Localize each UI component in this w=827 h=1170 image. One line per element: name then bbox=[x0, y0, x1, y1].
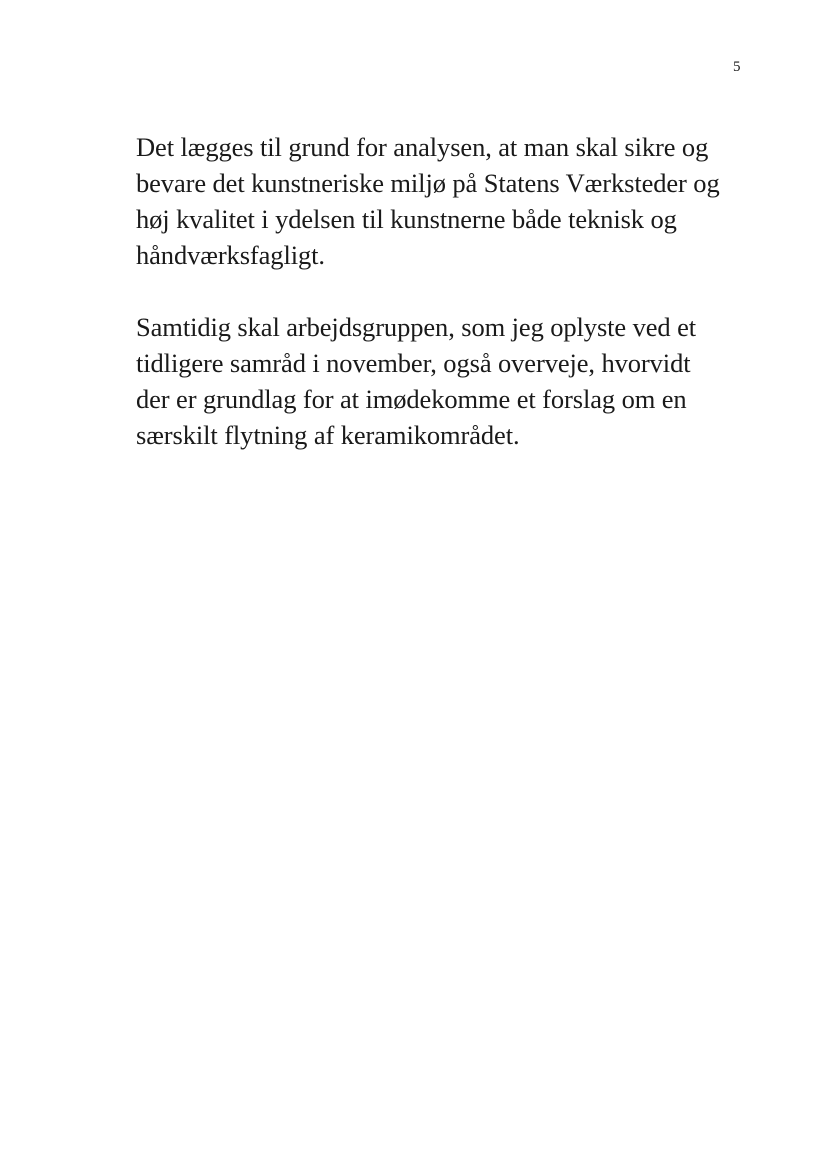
body-text bbox=[136, 129, 736, 453]
paragraph-working-group bbox=[136, 309, 736, 453]
text-line: Det lægges til grund for analysen, at man skal sikre og bbox=[136, 132, 709, 162]
text-line: bevare det kunstneriske miljø på Statens Værksteder og bbox=[136, 168, 720, 198]
text-line: der er grundlag for at imødekomme et forslag om en bbox=[136, 384, 687, 414]
text-line: håndværksfagligt. bbox=[136, 240, 325, 270]
text-line: tidligere samråd i november, også overveje, hvorvidt bbox=[136, 348, 691, 378]
paragraph-analysis-basis bbox=[136, 129, 736, 273]
text-line: særskilt flytning af keramikområdet. bbox=[136, 420, 520, 450]
text-line: Samtidig skal arbejdsgruppen, som jeg oplyste ved et bbox=[136, 312, 697, 342]
text-line: høj kvalitet i ydelsen til kunstnerne både teknisk og bbox=[136, 204, 677, 234]
page-number: 5 bbox=[733, 59, 741, 75]
